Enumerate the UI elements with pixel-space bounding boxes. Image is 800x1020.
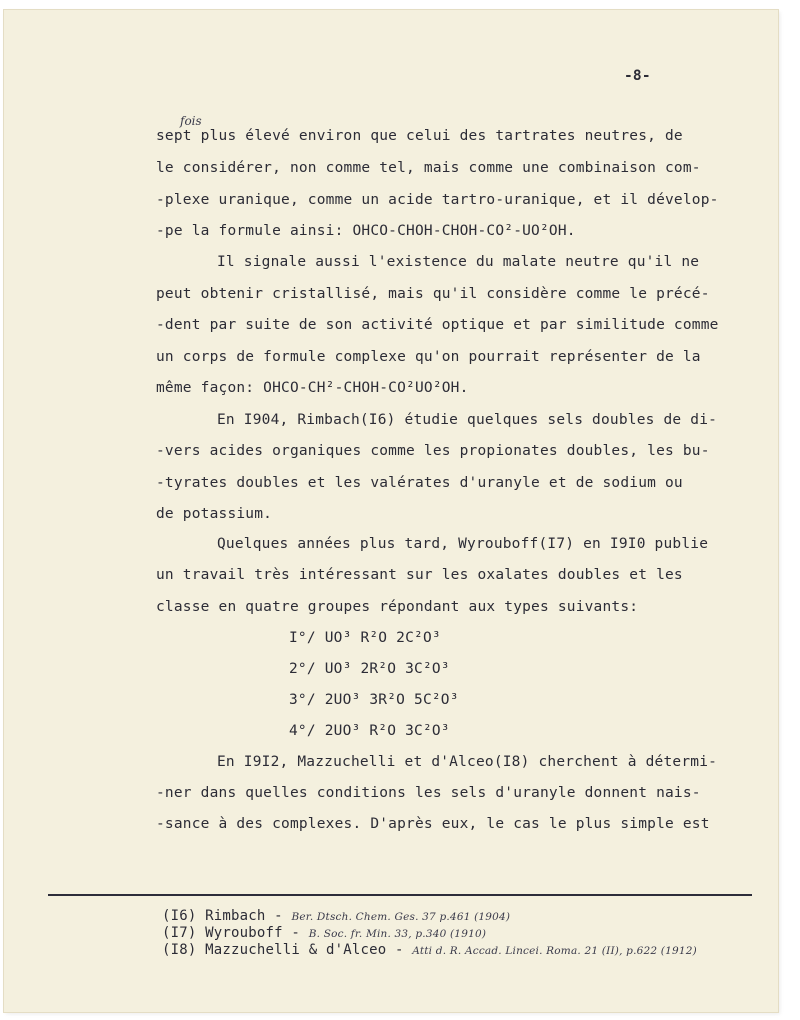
- document-page: [4, 10, 778, 1012]
- paragraph-start: Quelques années plus tard, Wyrouboff(I7) en I9I0 publie: [217, 536, 709, 552]
- footnote-separator: [48, 894, 752, 896]
- handwritten-insertion: fois: [180, 114, 202, 128]
- body-line: -plexe uranique, comme un acide tartro-uranique, et il dévelop-: [156, 192, 719, 208]
- body-line: sept plus élevé environ que celui des tartrates neutres, de: [156, 128, 683, 144]
- body-line: classe en quatre groupes répondant aux types suivants:: [156, 599, 639, 615]
- footnote-label: (I7) Wyrouboff -: [162, 925, 301, 941]
- body-line: -dent par suite de son activité optique et par similitude comme: [156, 317, 719, 333]
- page-number: -8-: [624, 68, 651, 84]
- body-line: le considérer, non comme tel, mais comme une combinaison com-: [156, 160, 701, 176]
- paragraph-start: Il signale aussi l'existence du malate neutre qu'il ne: [217, 254, 700, 270]
- body-line: -tyrates doubles et les valérates d'uranyle et de sodium ou: [156, 475, 683, 491]
- body-line: de potassium.: [156, 506, 273, 522]
- body-line: un corps de formule complexe qu'on pourrait représenter de la: [156, 349, 701, 365]
- handwritten-reference: B. Soc. fr. Min. 33, p.340 (1910): [308, 928, 487, 940]
- formula-type-3: 3°/ 2UO³ 3R²O 5C²O³: [289, 692, 459, 708]
- footnote-16: [162, 908, 510, 924]
- body-line: peut obtenir cristallisé, mais qu'il considère comme le précé-: [156, 286, 710, 302]
- footnote-17: [162, 925, 486, 941]
- body-line: -pe la formule ainsi: OHCO-CHOH-CHOH-CO²-UO²OH.: [156, 223, 576, 239]
- body-line: un travail très intéressant sur les oxalates doubles et les: [156, 567, 683, 583]
- body-line: -sance à des complexes. D'après eux, le cas le plus simple est: [156, 816, 710, 832]
- footnote-label: (I8) Mazzuchelli & d'Alceo -: [162, 942, 404, 958]
- handwritten-reference: Ber. Dtsch. Chem. Ges. 37 p.461 (1904): [291, 911, 511, 923]
- paragraph-start: En I9I2, Mazzuchelli et d'Alceo(I8) cherchent à détermi-: [217, 754, 718, 770]
- formula-type-2: 2°/ UO³ 2R²O 3C²O³: [289, 661, 450, 677]
- body-line: -vers acides organiques comme les propionates doubles, les bu-: [156, 443, 710, 459]
- paragraph-start: En I904, Rimbach(I6) étudie quelques sels doubles de di-: [217, 412, 718, 428]
- footnote-label: (I6) Rimbach -: [162, 908, 283, 924]
- formula-type-1: I°/ UO³ R²O 2C²O³: [289, 630, 441, 646]
- handwritten-reference: Atti d. R. Accad. Lincei. Roma. 21 (II), p.622 (1912): [412, 945, 697, 957]
- body-line: même façon: OHCO-CH²-CHOH-CO²UO²OH.: [156, 380, 469, 396]
- formula-type-4: 4°/ 2UO³ R²O 3C²O³: [289, 723, 450, 739]
- body-line: -ner dans quelles conditions les sels d'uranyle donnent nais-: [156, 785, 701, 801]
- footnote-18: [162, 942, 697, 958]
